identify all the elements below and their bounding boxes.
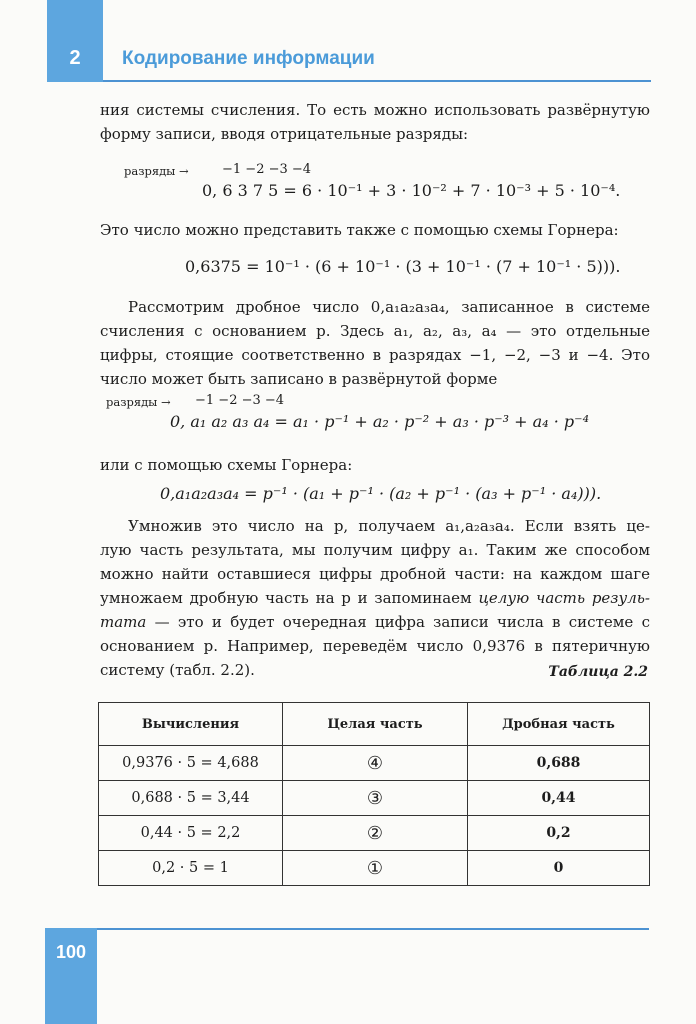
fraction-part-cell: 0,44 (468, 781, 650, 816)
expanded-form-formula-general: 0, a₁ a₂ a₃ a₄ = a₁ · p⁻¹ + a₂ · p⁻² + a₃ · p⁻³ + a₄ · p⁻⁴ (170, 412, 589, 431)
header-rule (103, 80, 651, 82)
digits-label: разряды → (124, 164, 189, 178)
text-line: ния системы счисления. То есть можно использовать развёрнутую (100, 101, 650, 119)
column-header: Целая часть (283, 703, 468, 746)
text-line: число может быть записано в развёрнутой форме (100, 370, 498, 388)
conversion-table (98, 702, 650, 886)
horner-intro (100, 218, 650, 242)
emphasis-text: целую часть резуль- (478, 589, 650, 607)
table-row (99, 816, 650, 851)
text-line: Умножив это число на p, получаем a₁,a₂a₃a₄. Если взять це- (128, 517, 650, 535)
page-number: 100 (55, 942, 87, 962)
footer-rule (97, 928, 649, 930)
text-line: Это число можно представить также с помощью схемы Горнера: (100, 221, 619, 239)
text-line: лую часть результата, мы получим цифру a₁. Таким же способом (100, 541, 650, 559)
column-header: Дробная часть (468, 703, 650, 746)
chapter-tab (47, 0, 103, 82)
integer-part-cell: ② (283, 816, 468, 851)
horner-intro-2 (100, 453, 650, 477)
integer-part-cell: ④ (283, 746, 468, 781)
paragraph-1 (100, 98, 650, 146)
chapter-title: Кодирование информации (122, 48, 375, 69)
digit-positions: −1 −2 −3 −4 (195, 393, 285, 408)
text-segment: — это и будет очередная цифра записи числа в системе с (146, 613, 650, 631)
fraction-part-cell: 0,688 (468, 746, 650, 781)
integer-part-cell: ① (283, 851, 468, 886)
calculation-cell: 0,44 · 5 = 2,2 (99, 816, 283, 851)
table-caption: Таблица 2.2 (548, 664, 648, 680)
text-line: можно найти оставшиеся цифры дробной части: на каждом шаге (100, 565, 650, 583)
expanded-form-formula: 0, 6 3 7 5 = 6 · 10⁻¹ + 3 · 10⁻² + 7 · 10⁻³ + 5 · 10⁻⁴. (202, 181, 621, 200)
emphasis-text: тата (100, 613, 147, 631)
digits-label: разряды → (106, 395, 171, 409)
text-line: или с помощью схемы Горнера: (100, 456, 353, 474)
text-line: Рассмотрим дробное число 0,a₁a₂a₃a₄, записанное в системе (128, 298, 650, 316)
text-line: основанием p. Например, переведём число 0,9376 в пятеричную (100, 637, 650, 655)
text-line: систему (табл. 2.2). (100, 661, 255, 679)
fraction-part-cell: 0,2 (468, 816, 650, 851)
column-header: Вычисления (99, 703, 283, 746)
table-header-row (99, 703, 650, 746)
page-number-tab (45, 928, 97, 1024)
table-row (99, 746, 650, 781)
calculation-cell: 0,9376 · 5 = 4,688 (99, 746, 283, 781)
digit-positions: −1 −2 −3 −4 (222, 162, 312, 177)
fraction-part-cell: 0 (468, 851, 650, 886)
table-row (99, 781, 650, 816)
calculation-cell: 0,2 · 5 = 1 (99, 851, 283, 886)
calculation-cell: 0,688 · 5 = 3,44 (99, 781, 283, 816)
table-row (99, 851, 650, 886)
text-line: цифры, стоящие соответственно в разрядах −1, −2, −3 и −4. Это (100, 346, 650, 364)
integer-part-cell: ③ (283, 781, 468, 816)
horner-formula: 0,6375 = 10⁻¹ · (6 + 10⁻¹ · (3 + 10⁻¹ · (7 + 10⁻¹ · 5))). (185, 257, 621, 276)
text-line (100, 586, 650, 610)
text-line (100, 610, 650, 634)
horner-formula-general: 0,a₁a₂a₃a₄ = p⁻¹ · (a₁ + p⁻¹ · (a₂ + p⁻¹ · (a₃ + p⁻¹ · a₄))). (160, 484, 602, 503)
text-line: счисления с основанием p. Здесь a₁, a₂, a₃, a₄ — это отдельные (100, 322, 650, 340)
text-line: форму записи, вводя отрицательные разряды: (100, 125, 469, 143)
text-segment: умножаем дробную часть на p и запоминаем (100, 589, 479, 607)
paragraph-2 (100, 295, 650, 391)
paragraph-3 (100, 514, 650, 682)
chapter-number: 2 (69, 47, 81, 69)
